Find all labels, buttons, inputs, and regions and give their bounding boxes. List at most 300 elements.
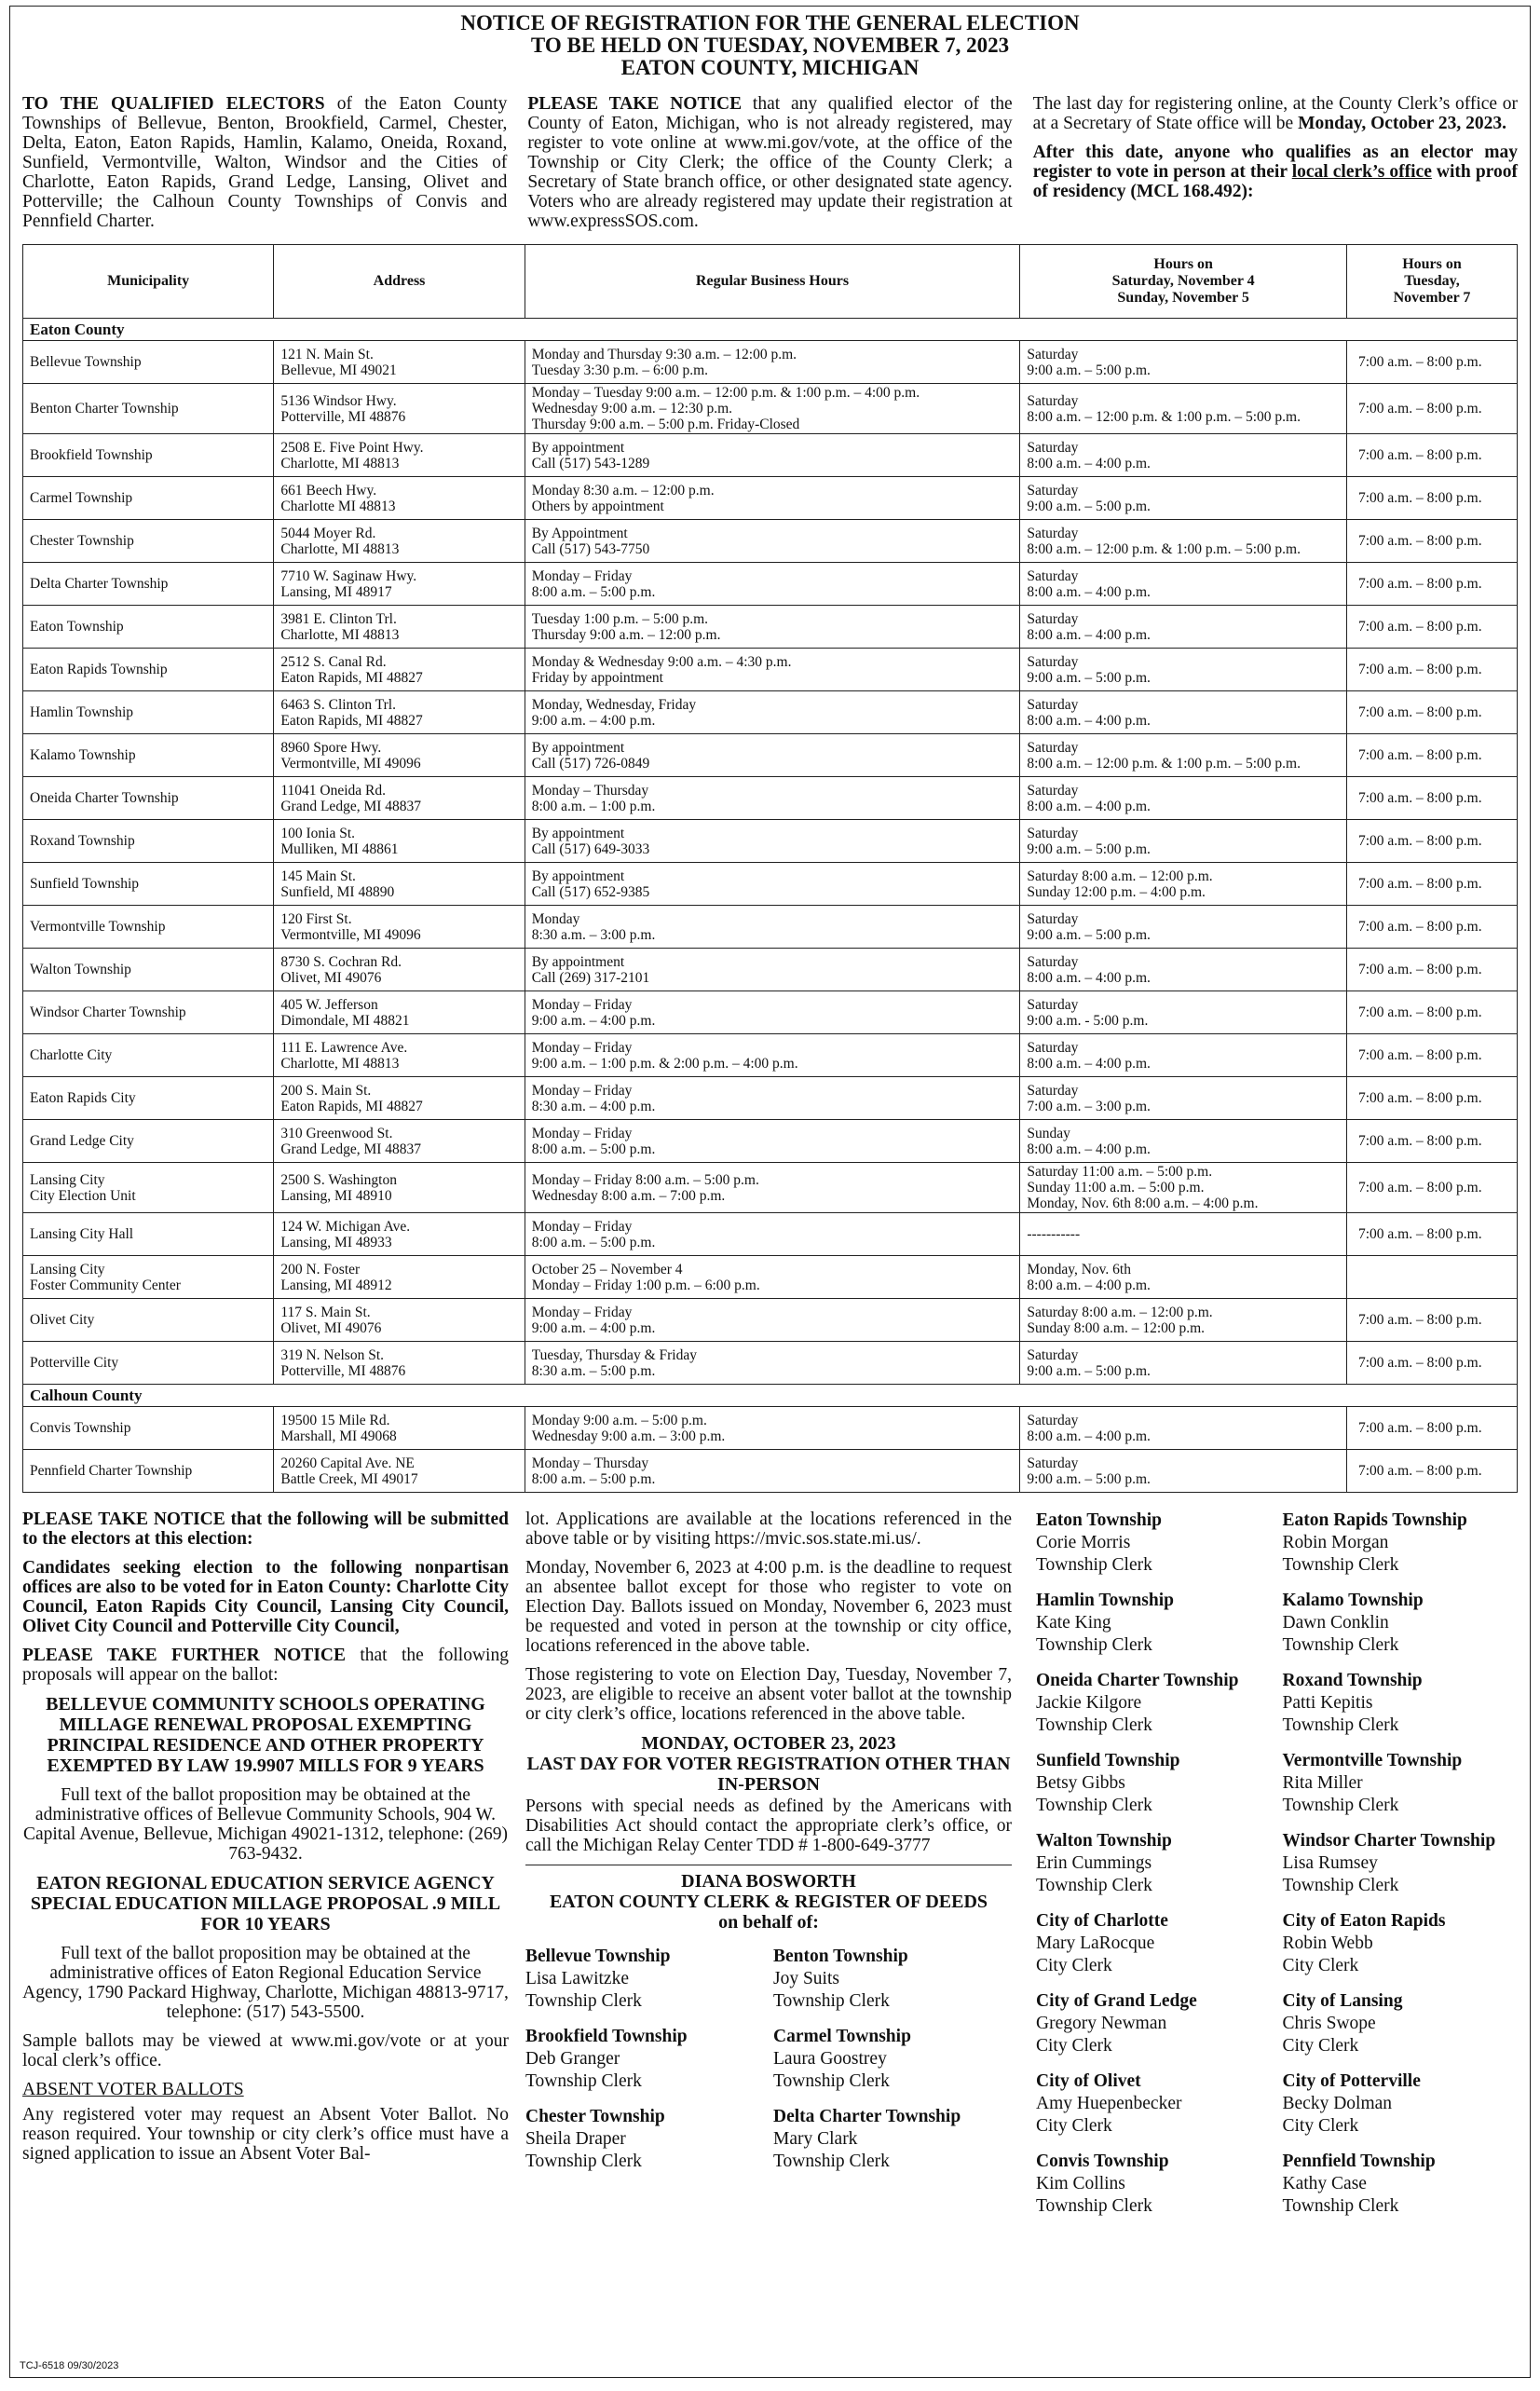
clerk-title: Township Clerk (1282, 1715, 1399, 1735)
address-cell: 121 N. Main St. Bellevue, MI 49021 (274, 341, 525, 384)
clerk-municipality: Benton Township (773, 1947, 908, 1966)
business-hours-cell: By appointment Call (517) 649-3033 (525, 820, 1020, 863)
clerk-entry (773, 2106, 1012, 2173)
clerk-title: Township Clerk (1036, 1876, 1152, 1895)
clerk-municipality: Walton Township (1036, 1831, 1172, 1851)
bottom-col-proposals (22, 1510, 525, 2231)
municipality-cell: Bellevue Township (23, 341, 274, 384)
weekend-hours-cell: Saturday 8:00 a.m. – 12:00 p.m. & 1:00 p.m. – 5:00 p.m. (1020, 384, 1347, 434)
election-day-hours-cell: 7:00 a.m. – 8:00 p.m. (1347, 691, 1518, 734)
business-hours-cell: Monday – Friday 9:00 a.m. – 4:00 p.m. (525, 991, 1020, 1034)
clerk-title: Township Clerk (1036, 1715, 1152, 1735)
further-notice-text: that the following proposals will appear on the ballot: (22, 1646, 509, 1685)
election-day-hours-cell: 7:00 a.m. – 8:00 p.m. (1347, 949, 1518, 991)
clerk-name: Jackie Kilgore (1036, 1693, 1142, 1713)
clerk-name: Robin Morgan (1282, 1533, 1389, 1552)
weekend-hours-cell: Monday, Nov. 6th 8:00 a.m. – 4:00 p.m. (1020, 1256, 1347, 1299)
weekend-hours-cell: Saturday 8:00 a.m. – 4:00 p.m. (1020, 949, 1347, 991)
in-person-text-b: with proof of residency (MCL 168.492): (1032, 162, 1518, 201)
weekend-hours-cell: ----------- (1020, 1213, 1347, 1256)
table-row (23, 1407, 1518, 1450)
header-business-hours: Regular Business Hours (525, 245, 1020, 319)
proposal-eresa-text: Full text of the ballot proposition may be obtained at the administrative offices of Eaton Regional Education Service Agency, 1790 Packard Highway, Charlotte, Michigan 48813-9717, telephone: (517) 543-5500. (22, 1944, 509, 2022)
table-row (23, 820, 1518, 863)
municipality-cell: Kalamo Township (23, 734, 274, 777)
election-day-hours-cell: 7:00 a.m. – 8:00 p.m. (1347, 1034, 1518, 1077)
proposal-bellevue-title: BELLEVUE COMMUNITY SCHOOLS OPERATING MILLAGE RENEWAL PROPOSAL EXEMPTING PRINCIPAL RESIDENCE AND OTHER PROPERTY EXEMPTED BY LAW 19.9907 MILLS FOR 9 YEARS (46, 1694, 485, 1776)
sample-ballots-text: Sample ballots may be viewed at www.mi.gov/vote or at your local clerk’s office. (22, 2031, 509, 2070)
election-day-hours-cell: 7:00 a.m. – 8:00 p.m. (1347, 1299, 1518, 1342)
clerk-entry (1283, 1830, 1519, 1897)
clerk-name: Gregory Newman (1036, 2014, 1167, 2033)
election-day-hours-cell: 7:00 a.m. – 8:00 p.m. (1347, 734, 1518, 777)
weekend-hours-cell: Saturday 8:00 a.m. – 4:00 p.m. (1020, 1034, 1347, 1077)
address-cell: 11041 Oneida Rd. Grand Ledge, MI 48837 (274, 777, 525, 820)
election-day-hours-cell (1347, 1256, 1518, 1299)
election-day-hours-cell: 7:00 a.m. – 8:00 p.m. (1347, 991, 1518, 1034)
municipality-cell: Lansing City City Election Unit (23, 1163, 274, 1213)
election-day-hours-cell: 7:00 a.m. – 8:00 p.m. (1347, 1077, 1518, 1120)
county-section-label: Calhoun County (23, 1385, 1518, 1407)
election-day-hours-cell: 7:00 a.m. – 8:00 p.m. (1347, 906, 1518, 949)
clerk-title: City Clerk (1282, 1956, 1359, 1975)
last-day-heading: MONDAY, OCTOBER 23, 2023 LAST DAY FOR VOTER REGISTRATION OTHER THAN IN-PERSON (526, 1733, 1011, 1795)
election-day-hours-cell: 7:00 a.m. – 8:00 p.m. (1347, 649, 1518, 691)
municipality-cell: Roxand Township (23, 820, 274, 863)
address-cell: 405 W. Jefferson Dimondale, MI 48821 (274, 991, 525, 1034)
clerk-title: Township Clerk (525, 2152, 642, 2171)
weekend-hours-cell: Saturday 8:00 a.m. – 12:00 p.m. Sunday 8:00 a.m. – 12:00 p.m. (1020, 1299, 1347, 1342)
clerk-municipality: City of Eaton Rapids (1282, 1911, 1446, 1931)
clerk-municipality: City of Lansing (1282, 1991, 1403, 2011)
business-hours-cell: By Appointment Call (517) 543-7750 (525, 520, 1020, 563)
clerk-entry (1283, 2070, 1519, 2138)
clerk-title: Township Clerk (1282, 1876, 1399, 1895)
address-cell: 2508 E. Five Point Hwy. Charlotte, MI 48813 (274, 434, 525, 477)
notice-header (22, 7, 1518, 79)
table-row (23, 691, 1518, 734)
deadline-date: Monday, October 23, 2023. (1298, 114, 1506, 133)
address-cell: 3981 E. Clinton Trl. Charlotte, MI 48813 (274, 606, 525, 649)
clerk-entry (525, 2026, 764, 2093)
address-cell: 8730 S. Cochran Rd. Olivet, MI 49076 (274, 949, 525, 991)
address-cell: 319 N. Nelson St. Potterville, MI 48876 (274, 1342, 525, 1385)
election-day-hours-cell: 7:00 a.m. – 8:00 p.m. (1347, 477, 1518, 520)
clerk-municipality: Roxand Township (1282, 1671, 1423, 1690)
address-cell: 6463 S. Clinton Trl. Eaton Rapids, MI 48827 (274, 691, 525, 734)
weekend-hours-cell: Saturday 8:00 a.m. – 12:00 p.m. Sunday 12:00 p.m. – 4:00 p.m. (1020, 863, 1347, 906)
business-hours-cell: By appointment Call (517) 652-9385 (525, 863, 1020, 906)
clerk-entry (1283, 1670, 1519, 1737)
special-needs-text: Persons with special needs as defined by the Americans with Disabilities Act should contact the appropriate clerk’s office, or call the Michigan Relay Center TDD # 1-800-649-3777 (525, 1797, 1012, 1855)
clerk-title: City Clerk (1282, 2036, 1359, 2056)
address-cell: 20260 Capital Ave. NE Battle Creek, MI 49017 (274, 1450, 525, 1493)
municipality-cell: Benton Charter Township (23, 384, 274, 434)
county-section-row (23, 1385, 1518, 1407)
clerk-name: Laura Goostrey (773, 2049, 887, 2069)
clerk-name: Becky Dolman (1282, 2094, 1393, 2113)
weekend-hours-cell: Saturday 8:00 a.m. – 4:00 p.m. (1020, 1407, 1347, 1450)
table-row (23, 906, 1518, 949)
municipality-cell: Charlotte City (23, 1034, 274, 1077)
header-weekend-hours: Hours on Saturday, November 4 Sunday, November 5 (1020, 245, 1347, 319)
election-day-hours-cell: 7:00 a.m. – 8:00 p.m. (1347, 820, 1518, 863)
municipality-cell: Carmel Township (23, 477, 274, 520)
clerk-entry (1036, 1990, 1272, 2057)
municipality-cell: Eaton Rapids City (23, 1077, 274, 1120)
clerk-title: City Clerk (1036, 2036, 1112, 2056)
deadline-text: The last day for registering online, at the County Clerk’s office or at a Secretary of State office will be (1032, 94, 1518, 133)
weekend-hours-cell: Saturday 9:00 a.m. – 5:00 p.m. (1020, 477, 1347, 520)
election-day-hours-cell: 7:00 a.m. – 8:00 p.m. (1347, 1213, 1518, 1256)
clerk-title: Township Clerk (1036, 1555, 1152, 1575)
business-hours-cell: Tuesday 1:00 p.m. – 5:00 p.m. Thursday 9:00 a.m. – 12:00 p.m. (525, 606, 1020, 649)
weekend-hours-cell: Saturday 8:00 a.m. – 4:00 p.m. (1020, 434, 1347, 477)
clerk-entry (1036, 2151, 1272, 2218)
municipality-cell: Convis Township (23, 1407, 274, 1450)
address-cell: 2512 S. Canal Rd. Eaton Rapids, MI 48827 (274, 649, 525, 691)
clerk-entry (773, 2026, 1012, 2093)
election-day-hours-cell: 7:00 a.m. – 8:00 p.m. (1347, 1450, 1518, 1493)
election-day-hours-cell: 7:00 a.m. – 8:00 p.m. (1347, 1120, 1518, 1163)
county-section-label: Eaton County (23, 319, 1518, 341)
clerk-municipality: City of Charlotte (1036, 1911, 1168, 1931)
clerk-municipality: Brookfield Township (525, 2027, 688, 2046)
table-body (23, 319, 1518, 1493)
clerk-name: Sheila Draper (525, 2129, 626, 2149)
weekend-hours-cell: Saturday 7:00 a.m. – 3:00 p.m. (1020, 1077, 1347, 1120)
table-row (23, 1213, 1518, 1256)
municipality-cell: Oneida Charter Township (23, 777, 274, 820)
clerk-title: City Clerk (1036, 2116, 1112, 2136)
address-cell: 120 First St. Vermontville, MI 49096 (274, 906, 525, 949)
clerk-entry (1036, 1590, 1272, 1657)
intro-col-electors (22, 94, 507, 231)
clerk-municipality: Vermontville Township (1282, 1751, 1463, 1770)
clerk-municipality: Delta Charter Township (773, 2107, 961, 2126)
clerk-entry (1036, 2070, 1272, 2138)
clerk-name: Kathy Case (1282, 2174, 1367, 2193)
table-row (23, 1077, 1518, 1120)
bottom-section (22, 1510, 1518, 2231)
election-day-hours-cell: 7:00 a.m. – 8:00 p.m. (1347, 434, 1518, 477)
business-hours-cell: Monday – Friday 8:00 a.m. – 5:00 p.m. (525, 1213, 1020, 1256)
weekend-hours-cell: Saturday 8:00 a.m. – 4:00 p.m. (1020, 691, 1347, 734)
clerk-name: Erin Cummings (1036, 1853, 1152, 1873)
clerk-name: Rita Miller (1282, 1773, 1363, 1793)
municipality-cell: Grand Ledge City (23, 1120, 274, 1163)
address-cell: 117 S. Main St. Olivet, MI 49076 (274, 1299, 525, 1342)
in-person-text-a: After this date, anyone who qualifies as an elector may register to vote in person at their (1032, 143, 1518, 182)
proposal-eresa-title: EATON REGIONAL EDUCATION SERVICE AGENCY SPECIAL EDUCATION MILLAGE PROPOSAL .9 MILL FOR 10 YEARS (30, 1873, 501, 1934)
business-hours-cell: Monday – Tuesday 9:00 a.m. – 12:00 p.m. & 1:00 p.m. – 4:00 p.m. Wednesday 9:00 a.m. – 12:30 p.m. Thursday 9:00 a.m. – 5:00 p.m. Friday-Closed (525, 384, 1020, 434)
address-cell: 2500 S. Washington Lansing, MI 48910 (274, 1163, 525, 1213)
municipality-cell: Walton Township (23, 949, 274, 991)
business-hours-cell: October 25 – November 4 Monday – Friday 1:00 p.m. – 6:00 p.m. (525, 1256, 1020, 1299)
table-row (23, 1450, 1518, 1493)
clerk-list-right (1029, 1510, 1518, 2231)
absent-voter-heading: ABSENT VOTER BALLOTS (22, 2080, 244, 2099)
absentee-deadline-text: Monday, November 6, 2023 at 4:00 p.m. is the deadline to request an absentee ballot except for those who register to vote on Election Day. Ballots issued on Monday, November 6, 2023 must be requested and voted in person at the township or city office, locations referenced in the above table. (525, 1558, 1012, 1656)
clerk-list-left (525, 1946, 1012, 2186)
business-hours-cell: Monday – Thursday 8:00 a.m. – 1:00 p.m. (525, 777, 1020, 820)
header-date: TO BE HELD ON TUESDAY, NOVEMBER 7, 2023 (530, 34, 1010, 57)
clerk-name: Joy Suits (773, 1969, 839, 1988)
address-cell: 124 W. Michigan Ave. Lansing, MI 48933 (274, 1213, 525, 1256)
clerk-entry (1283, 1910, 1519, 1977)
weekend-hours-cell: Saturday 9:00 a.m. – 5:00 p.m. (1020, 1450, 1347, 1493)
municipality-cell: Hamlin Township (23, 691, 274, 734)
address-cell: 7710 W. Saginaw Hwy. Lansing, MI 48917 (274, 563, 525, 606)
clerk-name: Mary Clark (773, 2129, 858, 2149)
clerk-entry (1283, 1750, 1519, 1817)
business-hours-cell: Monday – Friday 9:00 a.m. – 1:00 p.m. & 2:00 p.m. – 4:00 p.m. (525, 1034, 1020, 1077)
table-row (23, 777, 1518, 820)
address-cell: 5136 Windsor Hwy. Potterville, MI 48876 (274, 384, 525, 434)
weekend-hours-cell: Saturday 9:00 a.m. - 5:00 p.m. (1020, 991, 1347, 1034)
address-cell: 310 Greenwood St. Grand Ledge, MI 48837 (274, 1120, 525, 1163)
clerk-municipality: Carmel Township (773, 2027, 911, 2046)
business-hours-cell: Monday 9:00 a.m. – 5:00 p.m. Wednesday 9:00 a.m. – 3:00 p.m. (525, 1407, 1020, 1450)
clerk-name: Kate King (1036, 1613, 1111, 1633)
election-day-hours-cell: 7:00 a.m. – 8:00 p.m. (1347, 1163, 1518, 1213)
business-hours-cell: Monday 8:30 a.m. – 12:00 p.m. Others by appointment (525, 477, 1020, 520)
election-day-hours-cell: 7:00 a.m. – 8:00 p.m. (1347, 777, 1518, 820)
county-clerk-signature: DIANA BOSWORTH EATON COUNTY CLERK & REGISTER OF DEEDS on behalf of: (549, 1871, 988, 1933)
clerk-title: Township Clerk (773, 1991, 890, 2011)
table-row (23, 1120, 1518, 1163)
weekend-hours-cell: Saturday 9:00 a.m. – 5:00 p.m. (1020, 820, 1347, 863)
further-notice-lead: PLEASE TAKE FURTHER NOTICE (22, 1646, 346, 1665)
business-hours-cell: Monday – Friday 8:00 a.m. – 5:00 p.m. Wednesday 8:00 a.m. – 7:00 p.m. (525, 1163, 1020, 1213)
clerk-entry (1283, 1590, 1519, 1657)
clerk-municipality: City of Potterville (1282, 2071, 1421, 2091)
table-row (23, 949, 1518, 991)
clerk-title: Township Clerk (1282, 2196, 1399, 2216)
clerk-name: Lisa Lawitzke (525, 1969, 629, 1988)
notice-page (9, 6, 1531, 2378)
in-person-paragraph (1033, 143, 1518, 201)
clerk-title: Township Clerk (1036, 1635, 1152, 1655)
clerk-name: Amy Huepenbecker (1036, 2094, 1182, 2113)
election-day-hours-cell: 7:00 a.m. – 8:00 p.m. (1347, 341, 1518, 384)
business-hours-cell: By appointment Call (517) 726-0849 (525, 734, 1020, 777)
weekend-hours-cell: Saturday 8:00 a.m. – 4:00 p.m. (1020, 606, 1347, 649)
clerk-entry (1036, 1830, 1272, 1897)
table-row (23, 1299, 1518, 1342)
local-clerk-office: local clerk’s office (1291, 162, 1432, 182)
table-row (23, 1256, 1518, 1299)
bottom-col-absentee (525, 1510, 1029, 2231)
address-cell: 19500 15 Mile Rd. Marshall, MI 49068 (274, 1407, 525, 1450)
clerk-entry (1036, 1510, 1272, 1577)
election-day-hours-cell: 7:00 a.m. – 8:00 p.m. (1347, 563, 1518, 606)
clerk-entry (1036, 1910, 1272, 1977)
clerk-municipality: Sunfield Township (1036, 1751, 1180, 1770)
clerk-title: Township Clerk (1282, 1796, 1399, 1815)
table-row (23, 734, 1518, 777)
business-hours-cell: Monday – Friday 8:30 a.m. – 4:00 p.m. (525, 1077, 1020, 1120)
business-hours-cell: Monday & Wednesday 9:00 a.m. – 4:30 p.m. Friday by appointment (525, 649, 1020, 691)
clerk-title: Township Clerk (525, 1991, 642, 2011)
clerk-entry (1036, 1750, 1272, 1817)
business-hours-cell: By appointment Call (517) 543-1289 (525, 434, 1020, 477)
municipality-cell: Eaton Rapids Township (23, 649, 274, 691)
clerk-title: Township Clerk (1282, 1635, 1399, 1655)
weekend-hours-cell: Saturday 8:00 a.m. – 4:00 p.m. (1020, 777, 1347, 820)
business-hours-cell: By appointment Call (269) 317-2101 (525, 949, 1020, 991)
clerk-name: Kim Collins (1036, 2174, 1125, 2193)
election-day-hours-cell: 7:00 a.m. – 8:00 p.m. (1347, 606, 1518, 649)
election-day-hours-cell: 7:00 a.m. – 8:00 p.m. (1347, 863, 1518, 906)
registration-hours-table (22, 244, 1518, 1493)
table-row (23, 649, 1518, 691)
clerk-municipality: Windsor Charter Township (1282, 1831, 1496, 1851)
intro-col-notice (527, 94, 1012, 231)
weekend-hours-cell: Saturday 8:00 a.m. – 12:00 p.m. & 1:00 p.m. – 5:00 p.m. (1020, 520, 1347, 563)
intro-col-deadline (1033, 94, 1518, 231)
clerk-title: City Clerk (1282, 2116, 1359, 2136)
intro-section (22, 94, 1518, 231)
municipality-cell: Olivet City (23, 1299, 274, 1342)
clerk-title: Township Clerk (1036, 1796, 1152, 1815)
clerk-entry (525, 1946, 764, 2013)
candidates-notice: Candidates seeking election to the following nonpartisan offices are also to be voted for in Eaton County: Charlotte City Council, Eaton Rapids City Council, Lansing City Council, Olivet City Council and Potterville City Council, (22, 1558, 509, 1636)
table-row (23, 1342, 1518, 1385)
table-row (23, 1034, 1518, 1077)
address-cell: 8960 Spore Hwy. Vermontville, MI 49096 (274, 734, 525, 777)
clerk-entry (1036, 1670, 1272, 1737)
table-row (23, 606, 1518, 649)
business-hours-cell: Tuesday, Thursday & Friday 8:30 a.m. – 5:00 p.m. (525, 1342, 1020, 1385)
clerk-municipality: Bellevue Township (525, 1947, 671, 1966)
clerk-title: Township Clerk (1036, 2196, 1152, 2216)
business-hours-cell: Monday – Thursday 8:00 a.m. – 5:00 p.m. (525, 1450, 1020, 1493)
weekend-hours-cell: Saturday 8:00 a.m. – 12:00 p.m. & 1:00 p.m. – 5:00 p.m. (1020, 734, 1347, 777)
proposal-bellevue-text: Full text of the ballot proposition may be obtained at the administrative offices of Bellevue Community Schools, 904 W. Capital Avenue, Bellevue, Michigan 49021-1312, telephone: (269) 763-9432. (22, 1785, 509, 1864)
municipality-cell: Eaton Township (23, 606, 274, 649)
clerk-entry (773, 1946, 1012, 2013)
clerk-municipality: Chester Township (525, 2107, 665, 2126)
weekend-hours-cell: Saturday 9:00 a.m. – 5:00 p.m. (1020, 649, 1347, 691)
table-row (23, 434, 1518, 477)
header-municipality: Municipality (23, 245, 274, 319)
clerk-name: Mary LaRocque (1036, 1933, 1155, 1953)
business-hours-cell: Monday – Friday 8:00 a.m. – 5:00 p.m. (525, 1120, 1020, 1163)
absent-voter-text: Any registered voter may request an Absent Voter Ballot. No reason required. Your township or city clerk’s office must have a signed application to issue an Absent Voter Bal- (22, 2105, 509, 2164)
header-election-day-hours: Hours on Tuesday, November 7 (1347, 245, 1518, 319)
weekend-hours-cell: Sunday 8:00 a.m. – 4:00 p.m. (1020, 1120, 1347, 1163)
municipality-cell: Delta Charter Township (23, 563, 274, 606)
municipality-cell: Lansing City Foster Community Center (23, 1256, 274, 1299)
address-cell: 200 N. Foster Lansing, MI 48912 (274, 1256, 525, 1299)
table-row (23, 384, 1518, 434)
clerk-entry (1283, 1990, 1519, 2057)
clerk-entry (1283, 1510, 1519, 1577)
election-day-hours-cell: 7:00 a.m. – 8:00 p.m. (1347, 1407, 1518, 1450)
header-address: Address (274, 245, 525, 319)
table-row (23, 341, 1518, 384)
business-hours-cell: Monday – Friday 9:00 a.m. – 4:00 p.m. (525, 1299, 1020, 1342)
table-row (23, 1163, 1518, 1213)
applications-text: lot. Applications are available at the locations referenced in the above table or by visiting https://mvic.sos.state.mi.us/. (525, 1510, 1012, 1549)
table-row (23, 477, 1518, 520)
address-cell: 100 Ionia St. Mulliken, MI 48861 (274, 820, 525, 863)
table-row (23, 863, 1518, 906)
clerk-name: Lisa Rumsey (1282, 1853, 1378, 1873)
clerk-title: Township Clerk (525, 2071, 642, 2091)
municipality-cell: Pennfield Charter Township (23, 1450, 274, 1493)
intro-notice-lead: PLEASE TAKE NOTICE (527, 94, 743, 114)
clerk-municipality: Eaton Township (1036, 1510, 1162, 1530)
clerk-name: Corie Morris (1036, 1533, 1131, 1552)
municipality-cell: Potterville City (23, 1342, 274, 1385)
business-hours-cell: Monday 8:30 a.m. – 3:00 p.m. (525, 906, 1020, 949)
municipality-cell: Windsor Charter Township (23, 991, 274, 1034)
clerk-entry (525, 2106, 764, 2173)
municipality-cell: Vermontville Township (23, 906, 274, 949)
clerk-name: Dawn Conklin (1282, 1613, 1389, 1633)
clerk-municipality: Oneida Charter Township (1036, 1671, 1239, 1690)
clerk-name: Betsy Gibbs (1036, 1773, 1125, 1793)
clerk-name: Patti Kepitis (1282, 1693, 1373, 1713)
election-day-text: Those registering to vote on Election Day, Tuesday, November 7, 2023, are eligible to receive an absent voter ballot at the township or city clerk’s office, locations referenced in the above table. (525, 1665, 1012, 1724)
county-section-row (23, 319, 1518, 341)
weekend-hours-cell: Saturday 8:00 a.m. – 4:00 p.m. (1020, 563, 1347, 606)
election-day-hours-cell: 7:00 a.m. – 8:00 p.m. (1347, 384, 1518, 434)
table-header-row (23, 245, 1518, 319)
address-cell: 145 Main St. Sunfield, MI 48890 (274, 863, 525, 906)
business-hours-cell: Monday and Thursday 9:30 a.m. – 12:00 p.m. Tuesday 3:30 p.m. – 6:00 p.m. (525, 341, 1020, 384)
election-day-hours-cell: 7:00 a.m. – 8:00 p.m. (1347, 1342, 1518, 1385)
clerk-title: Township Clerk (773, 2071, 890, 2091)
weekend-hours-cell: Saturday 9:00 a.m. – 5:00 p.m. (1020, 1342, 1347, 1385)
clerk-municipality: Convis Township (1036, 2152, 1169, 2171)
intro-notice-text: that any qualified elector of the County of Eaton, Michigan, who is not already registered, may register to vote online at www.mi.gov/vote, at the office of the Township or City Clerk; the office of the County Clerk; a Secretary of State branch office, or other designated state agency. Voters who are already registered may update their registration at www.expressSOS.com. (527, 94, 1013, 231)
clerk-municipality: Kalamo Township (1282, 1591, 1424, 1610)
header-title: NOTICE OF REGISTRATION FOR THE GENERAL ELECTION (460, 11, 1080, 34)
weekend-hours-cell: Saturday 9:00 a.m. – 5:00 p.m. (1020, 906, 1347, 949)
clerk-name: Deb Granger (525, 2049, 620, 2069)
business-hours-cell: Monday, Wednesday, Friday 9:00 a.m. – 4:00 p.m. (525, 691, 1020, 734)
address-cell: 5044 Moyer Rd. Charlotte, MI 48813 (274, 520, 525, 563)
table-row (23, 520, 1518, 563)
weekend-hours-cell: Saturday 11:00 a.m. – 5:00 p.m. Sunday 11:00 a.m. – 5:00 p.m. Monday, Nov. 6th 8:00 a.m. – 4:00 p.m. (1020, 1163, 1347, 1213)
intro-electors-lead: TO THE QUALIFIED ELECTORS (22, 94, 325, 114)
municipality-cell: Chester Township (23, 520, 274, 563)
municipality-cell: Lansing City Hall (23, 1213, 274, 1256)
clerk-entry (1283, 2151, 1519, 2218)
table-row (23, 991, 1518, 1034)
intro-electors-text: of the Eaton County Townships of Bellevue, Benton, Brookfield, Carmel, Chester, Delta, Eaton, Eaton Rapids, Hamlin, Kalamo, Oneida, Roxand, Sunfield, Vermontville, Walton, Windsor and the Cities of Charlotte, Eaton Rapids, Grand Ledge, Lansing, Olivet and Potterville; the Calhoun County Townships of Convis and Pennfield Charter. (22, 94, 508, 231)
clerk-name: Robin Webb (1282, 1933, 1373, 1953)
clerk-name: Chris Swope (1282, 2014, 1376, 2033)
clerk-municipality: City of Grand Ledge (1036, 1991, 1197, 2011)
header-county: EATON COUNTY, MICHIGAN (620, 56, 920, 79)
deadline-paragraph (1033, 94, 1518, 133)
table-row (23, 563, 1518, 606)
further-notice (22, 1646, 509, 1685)
clerk-municipality: Hamlin Township (1036, 1591, 1174, 1610)
clerk-title: City Clerk (1036, 1956, 1112, 1975)
clerk-municipality: City of Olivet (1036, 2071, 1141, 2091)
election-day-hours-cell: 7:00 a.m. – 8:00 p.m. (1347, 520, 1518, 563)
submitted-notice: PLEASE TAKE NOTICE that the following will be submitted to the electors at this election: (22, 1510, 509, 1549)
footer-code: TCJ-6518 09/30/2023 (20, 2360, 119, 2371)
weekend-hours-cell: Saturday 9:00 a.m. – 5:00 p.m. (1020, 341, 1347, 384)
address-cell: 200 S. Main St. Eaton Rapids, MI 48827 (274, 1077, 525, 1120)
address-cell: 661 Beech Hwy. Charlotte MI 48813 (274, 477, 525, 520)
